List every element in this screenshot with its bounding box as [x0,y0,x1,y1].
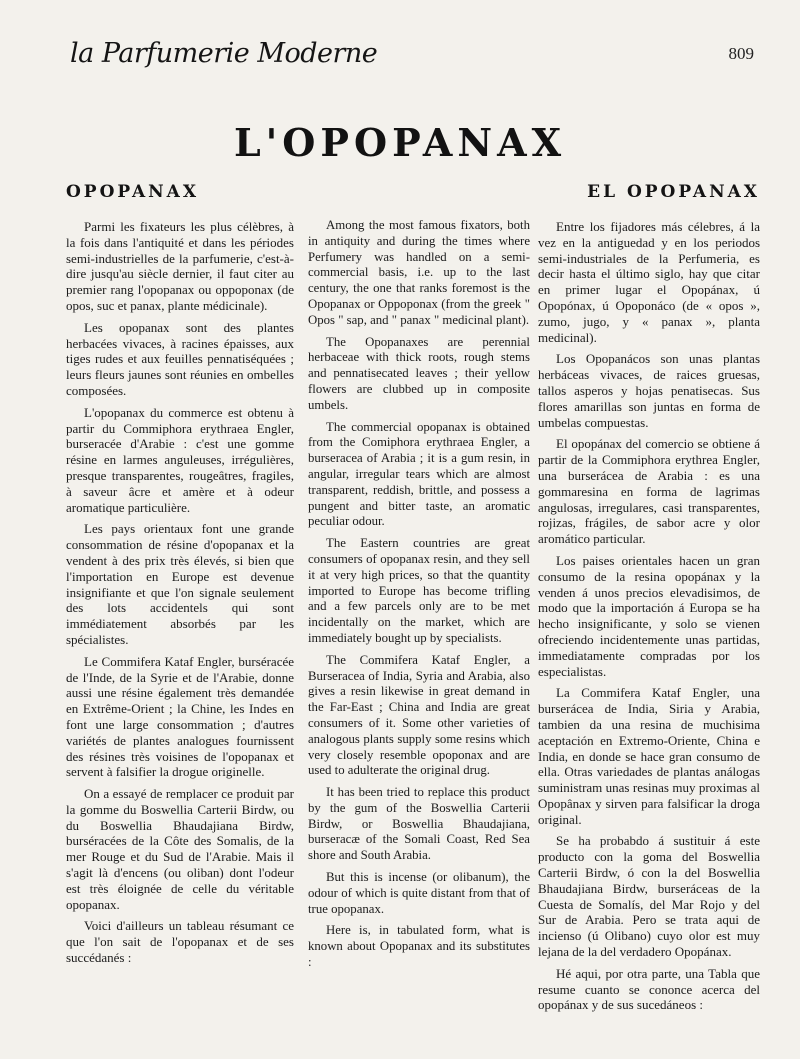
spanish-column [538,182,760,1019]
french-paragraph-6: On a essayé de remplacer ce produit par la gomme du Boswellia Carterii Birdw, ou du Boswellia Bhaudajiana Birdw, burséracées de la Côte des Somalis, de la mer Rouge et du Sud de l'Arabie. Mais il s'agit là d'encens (ou oliban) dont l'odeur est très éloignée de celle du véritable opopanax. [66,786,294,912]
french-column [66,182,294,972]
english-paragraph-5: The Commifera Kataf Engler, a Burseracea of India, Syria and Arabia, also gives a resin likewise in great demand in the Far-East ; China and India are great consumers of it. Some other varieties of analogous plants supply some resins which very closely resemble opoponax and are used to adulterate the original drug. [308,652,530,778]
spanish-heading: EL OPOPANAX [587,182,760,202]
french-paragraph-2: Les opopanax sont des plantes herbacées vivaces, à racines épaisses, aux tiges rudes et aux feuilles pennatiséquées ; leurs fleurs jaunes sont réunies en ombelles composées. [66,319,294,398]
french-paragraph-5: Le Commifera Kataf Engler, burséracée de l'Inde, de la Syrie et de l'Arabie, donne aussi une résine également très demandée en Extrême-Orient ; la Chine, les Indes en font une large consommation ; d'autres variétés de plantes analogues fournissent des résines très voisines de l'opopanax et servent à falsifier la drogue originelle. [66,653,294,780]
english-paragraph-1: Among the most famous fixators, both in antiquity and during the times where Perfumery was handled on a semi-commercial basis, i.e. up to the last century, the one that ranks foremost is the Opopanax or Oppoponax (from the greek " Opos " sap, and " panax " medicinal plant). [308,218,530,327]
english-paragraph-6: It has been tried to replace this product by the gum of the Boswellia Carterii Birdw, or Boswellia Bhaudajiana, burseracæ of the Somali Coast, Red Sea shore and South Arabia. [308,785,530,863]
spanish-paragraph-5: La Commifera Kataf Engler, una burserácea de India, Siria y Arabia, tambien da una resina de muchisima aceptación en Extremo-Oriente, China e India, en donde se hace gran consumo de ella. Otras variedades de plantas análogas suministram unas resinas muy proximas al Opopânax y sirven para falsificar la droga original. [538,685,760,827]
spanish-paragraph-6: Se ha probabdo á sustituir á este producto con la goma del Boswellia Carterii Birdw, ó con la del Boswellia Bhaudajiana Birdw, burseráceas de la Cuesta de Somalís, del Mar Rojo y del Sur de Arabia. Pero se trata aqui de incienso (ú Olibano) cuyo olor est muy lejana de la del verdadero Opopánax. [538,833,760,960]
english-paragraph-7: But this is incense (or olibanum), the odour of which is quite distant from that of true opopanax. [308,870,530,916]
spanish-paragraph-3: El opopánax del comercio se obtiene á partir de la Commiphora erythrea Engler, una burserácea de Arabia : es una gommaresina en forma de lagrimas angulosas, irregulares, casi transparentes, rojizas, frágiles, de sabor acre y olor aromático particular. [538,436,760,547]
french-paragraph-7: Voici d'ailleurs un tableau résumant ce que l'on sait de l'opopanax et de ses succédanés : [66,918,294,966]
french-paragraph-4: Les pays orientaux font une grande consommation de résine d'opopanax et la vendent à des prix très élevés, si bien que l'importation en Europe est devenue insignifiante et que l'on signale seulement des lots accidentels qui sont immédiatement absorbés par les spécialistes. [66,521,294,647]
english-paragraph-8: Here is, in tabulated form, what is known about Opopanax and its substitutes : [308,923,530,970]
page-number: 809 [728,44,754,63]
masthead-logo: la Parfumerie Moderne [70,38,378,69]
spanish-paragraph-1: Entre los fijadores más célebres, á la vez en la antiguedad y en los periodos semi-industriales de la Perfumeria, es decir hasta el último siglo, hay que citar en primer lugar el Opopánax, ú Opopónax, ú Opoponáco (de « opos », zumo, jugo, y « panax », planta medicinal). [538,219,760,345]
english-paragraph-4: The Eastern countries are great consumers of opopanax resin, and they sell it at very high prices, so that the quantity imported to Europe has become trifling and a few parcels only are to be met incidentally on the market, which are immediately bought up by specialists. [308,536,530,645]
spanish-paragraph-7: Hé aqui, por otra parte, una Tabla que resume cuanto se cononce acerca del opopánax y de sus sucedáneos : [538,965,760,1013]
english-paragraph-2: The Opopanaxes are perennial herbaceae with thick roots, rough stems and pennatisecated leaves ; their yellow flowers are clubbed up in composite umbels. [308,334,530,412]
french-heading: OPOPANAX [66,182,200,202]
spanish-paragraph-2: Los Opopanácos son unas plantas herbáceas vivaces, de raices gruesas, tallos asperos y hojas penatisecas. Sus flores amarillas son juntas en forma de umbelas compuestas. [538,351,760,430]
article-title: L'OPOPANAX [233,120,567,165]
spanish-paragraph-4: Los paises orientales hacen un gran consumo de la resina opopánax y la venden á unos precios elevadisimos, de modo que la importación á Europa se ha hecho insignificante, y solo se vienen ofreciendo incidentemente unas partidas, immediatamente compradas por los especialistas. [538,552,760,679]
english-paragraph-3: The commercial opopanax is obtained from the Comiphora erythraea Engler, a burseracea of Arabia ; it is a gum resin, in angular, irregular tears which are almost transparent, reddish, brittle, and possess a pungent and bitter taste, an aromatic peculiar odour. [308,419,530,529]
french-paragraph-3: L'opopanax du commerce est obtenu à partir du Commiphora erythraea Engler, burseracée d'Arabie : c'est une gomme résine en larmes anguleuses, irrégulières, presque transparentes, rougeâtres, fragiles, à saveur âcre et amère et à odeur aromatique particulière. [66,404,294,515]
french-paragraph-1: Parmi les fixateurs les plus célèbres, à la fois dans l'antiquité et dans les périodes semi-industrielles de la parfumerie, c'est-à-dire jusqu'au siècle dernier, il faut citer au premier rang l'opopanax ou oppoponax (de opos, suc et panax, plante médicinale). [66,219,294,313]
english-column [308,218,530,977]
